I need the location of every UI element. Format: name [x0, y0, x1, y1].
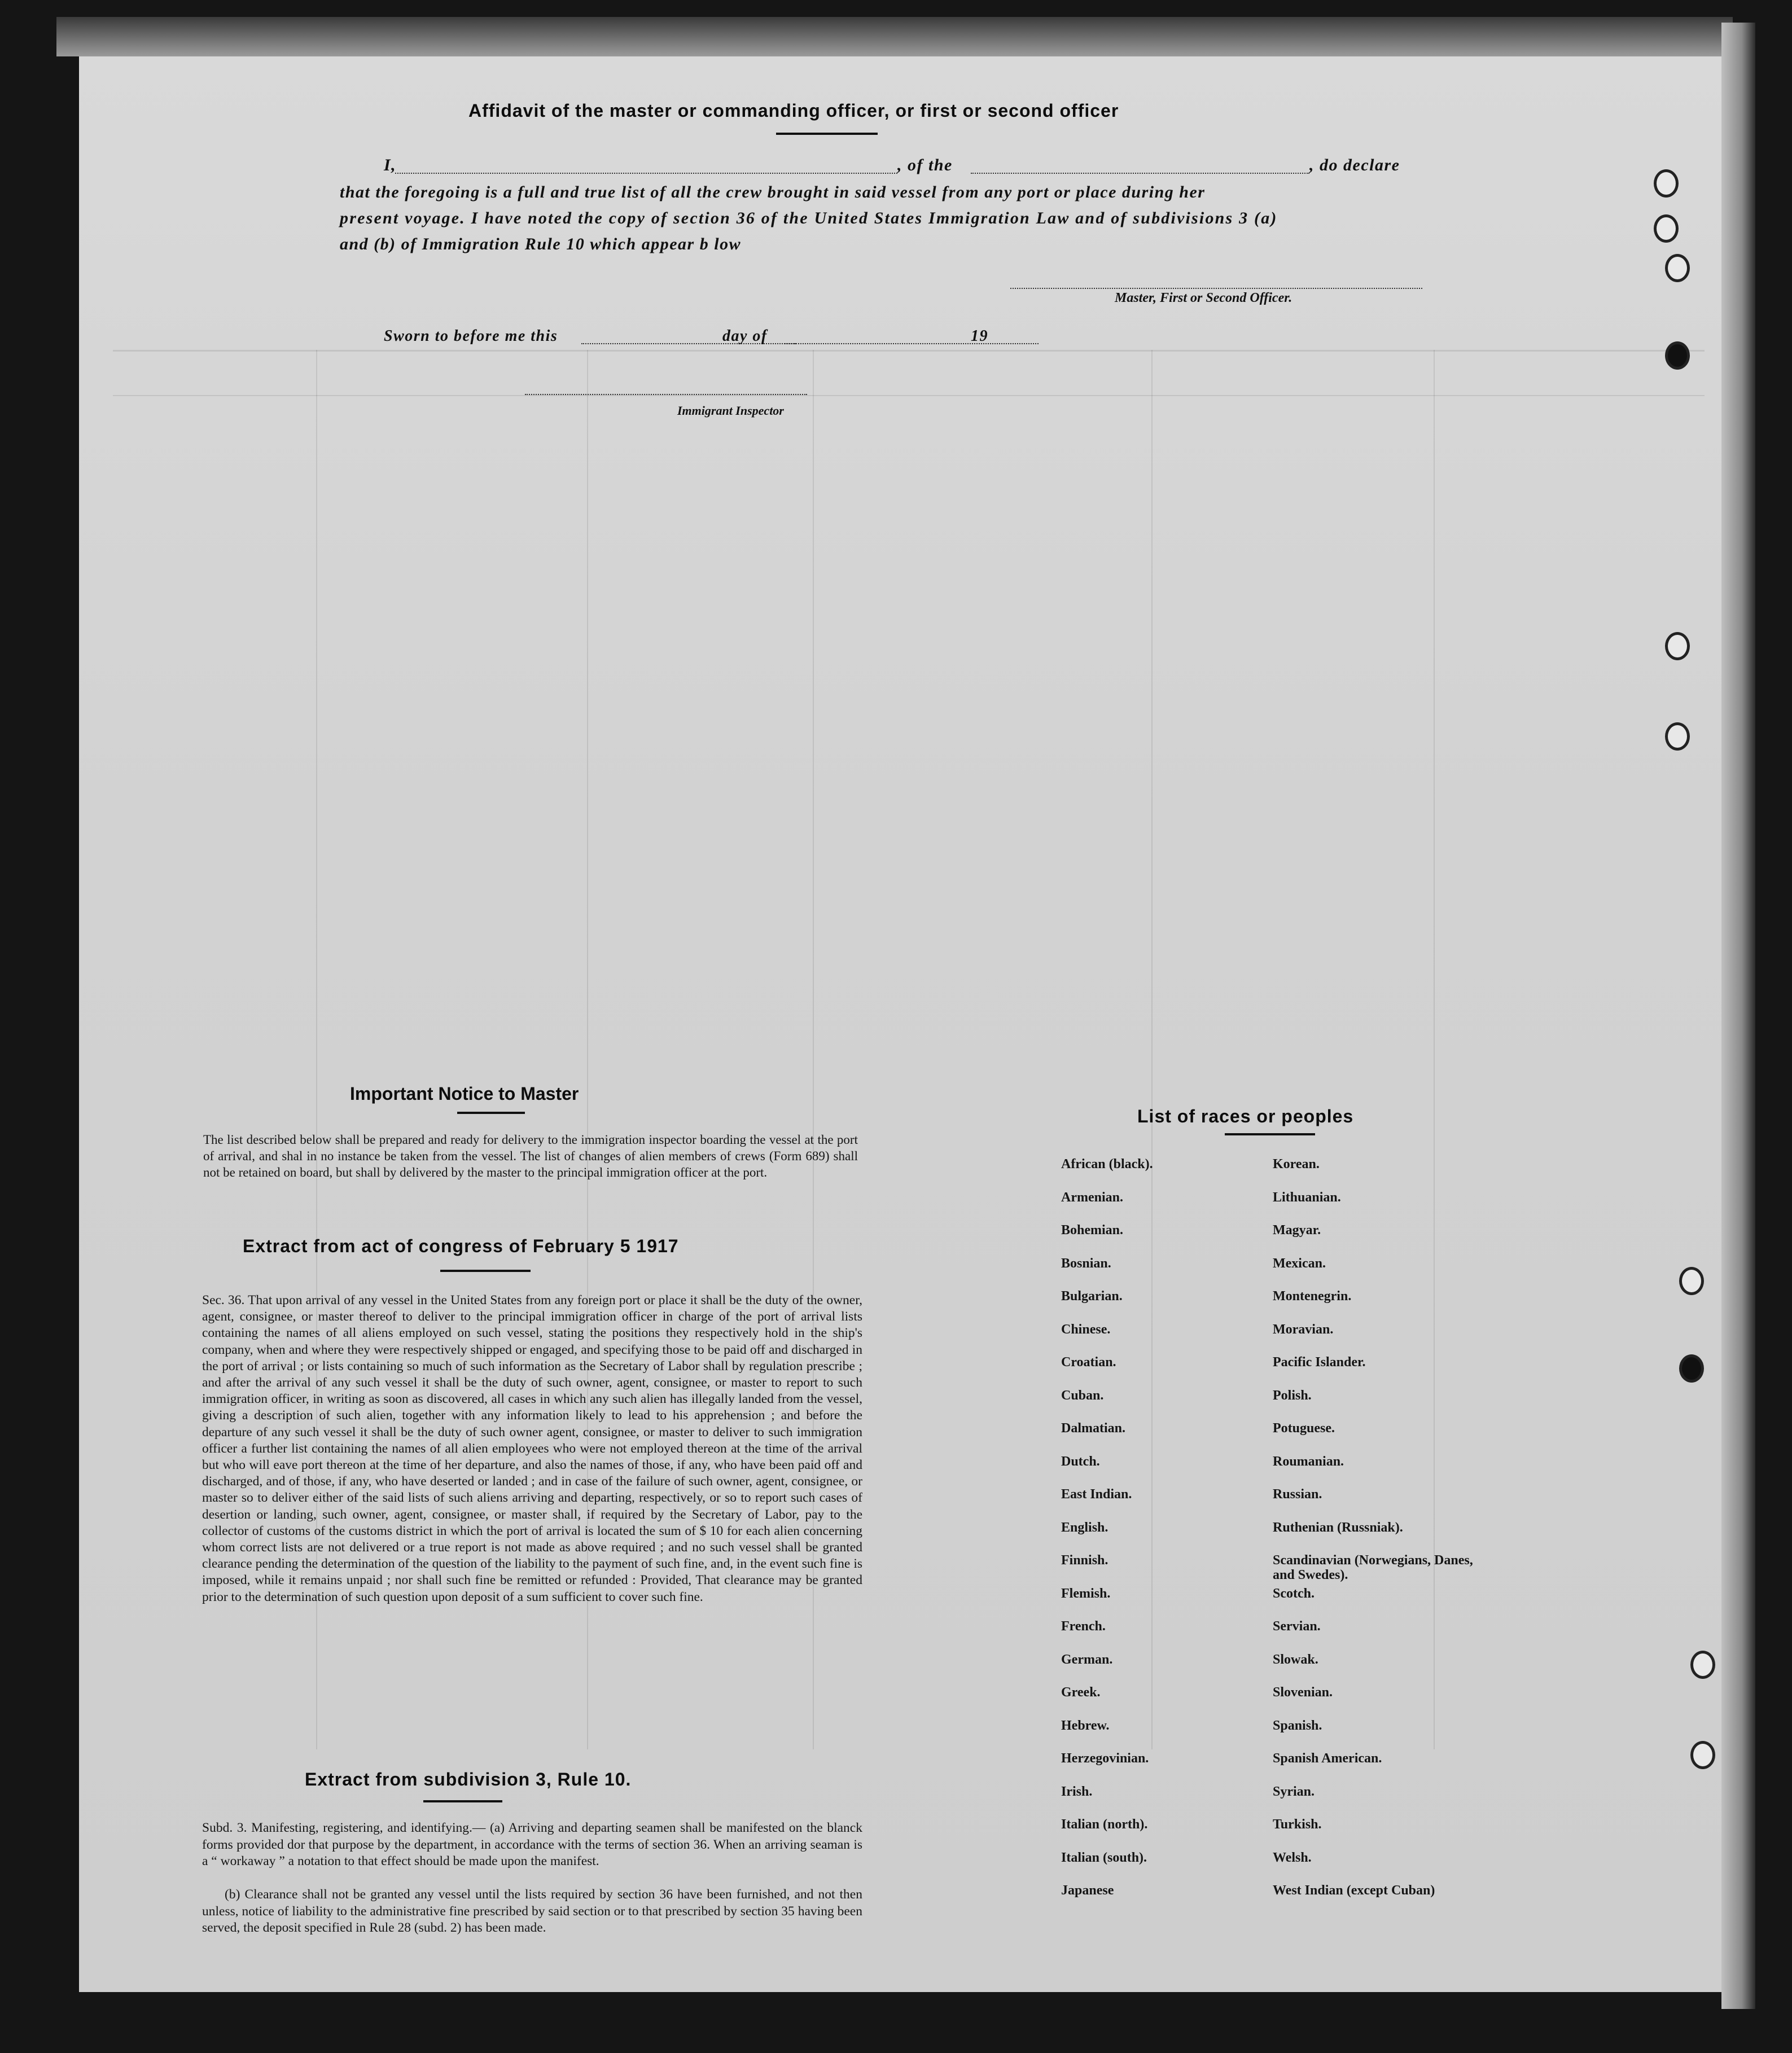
race-item: Scandinavian (Norwegians, Danes, and Swedes).	[1273, 1553, 1473, 1582]
rule-extract-rule	[423, 1800, 502, 1802]
binder-hole	[1665, 722, 1690, 751]
binder-hole	[1665, 341, 1690, 370]
affidavit-line-2: that the foregoing is a full and true list of all the crew brought in said vessel from any port or place during her	[340, 183, 1206, 201]
race-item: Scotch.	[1273, 1586, 1315, 1601]
binder-hole	[1654, 169, 1679, 198]
race-item: Spanish.	[1273, 1718, 1322, 1733]
act-extract-rule	[440, 1270, 531, 1272]
affiant-name-line[interactable]	[395, 173, 897, 174]
race-item: African (black).	[1061, 1157, 1153, 1172]
race-item: Armenian.	[1061, 1190, 1123, 1205]
race-item: Servian.	[1273, 1619, 1321, 1634]
sworn-day-of: day of	[722, 327, 768, 345]
race-item: Russian.	[1273, 1487, 1322, 1502]
race-item: Japanese	[1061, 1883, 1114, 1898]
affidavit-line-3: present voyage. I have noted the copy of section 36 of the United States Immigration Law and of subdivisions 3 (a)	[340, 209, 1278, 227]
race-item: German.	[1061, 1652, 1113, 1667]
race-item: Turkish.	[1273, 1817, 1322, 1832]
race-item: Greek.	[1061, 1685, 1101, 1700]
race-item: French.	[1061, 1619, 1106, 1634]
vessel-name-line[interactable]	[971, 173, 1309, 174]
document-page	[79, 56, 1721, 1992]
race-item: Hebrew.	[1061, 1718, 1110, 1733]
binder-hole	[1690, 1651, 1715, 1679]
bleed-through-rule	[113, 350, 1705, 352]
race-item: Cuban.	[1061, 1388, 1104, 1403]
race-item: Moravian.	[1273, 1322, 1334, 1337]
notice-body: The list described below shall be prepared and ready for delivery to the immigration inspector boarding the vessel at the port of arrival, and shal in no instance be taken from the vessel. The list of changes of alien members of crews (Form 689) shall not be retained on board, but shall by delivered by the master to the principal immigration officer at the port.	[203, 1133, 858, 1179]
race-item: Pacific Islander.	[1273, 1355, 1366, 1370]
race-item: Bosnian.	[1061, 1256, 1111, 1271]
race-item: Lithuanian.	[1273, 1190, 1341, 1205]
race-item: Slowak.	[1273, 1652, 1318, 1667]
binder-hole	[1665, 632, 1690, 660]
binder-hole	[1679, 1267, 1704, 1295]
rule-extract-body-b: (b) Clearance shall not be granted any vessel until the lists required by section 36 have been furnished, and not then unless, notice of liability to the administrative fine prescribed by said section or to that prescribed by section 35 having been served, the deposit specified in Rule 28 (subd. 2) has been made.	[202, 1887, 862, 1935]
race-item: Flemish.	[1061, 1586, 1111, 1601]
inspector-label: Immigrant Inspector	[677, 403, 784, 418]
race-item: Bulgarian.	[1061, 1289, 1123, 1304]
race-item: Polish.	[1273, 1388, 1312, 1403]
binder-hole	[1690, 1741, 1715, 1769]
rule-extract-body-a: Subd. 3. Manifesting, registering, and identifying.— (a) Arriving and departing seamen shall be manifested on the blanck forms provided dor that purpose by the department, in accordance with the terms of section 36. When an arriving seaman is a “ workaway ” a notation to that effect should be made upon the manifest.	[202, 1820, 862, 1868]
race-item: West Indian (except Cuban)	[1273, 1883, 1435, 1898]
binder-hole	[1654, 214, 1679, 243]
race-item: Mexican.	[1273, 1256, 1326, 1271]
race-item: Welsh.	[1273, 1850, 1312, 1865]
inspector-signature-line[interactable]	[525, 394, 807, 395]
races-column-2	[1273, 1157, 1476, 1916]
race-item: Dalmatian.	[1061, 1421, 1125, 1436]
race-item: Potuguese.	[1273, 1421, 1335, 1436]
race-item: East Indian.	[1061, 1487, 1132, 1502]
race-item: Bohemian.	[1061, 1223, 1124, 1238]
race-item: Roumanian.	[1273, 1454, 1344, 1469]
race-item: Finnish.	[1061, 1553, 1109, 1568]
sworn-year: 19	[971, 327, 988, 345]
race-item: Slovenian.	[1273, 1685, 1333, 1700]
race-item: Ruthenian (Russniak).	[1273, 1520, 1403, 1535]
race-item: Irish.	[1061, 1784, 1093, 1799]
act-extract-body: Sec. 36. That upon arrival of any vessel in the United States from any foreign port or place it shall be the duty of the owner, agent, consignee, or master thereof to deliver to the principal immigration officer in charge of the port of arrival lists containing the names of all aliens employed on such vessel, stating the positions they respectively hold in the ship's company, when and where they were respectively shipped or engaged, and specifying those to be paid off and discharged in the port of arrival ; or lists containing so much of such information as the Secretary of Labor shall by regulation prescribe ; and after the arrival of any such vessel it shall be the duty of such owner, agent, consignee, or master to report to such immigration officer, in writing as soon as discovered, all cases in which any such alien has illegally landed from the vessel, giving a description of such alien, together with any information likely to lead to his apprehension ; and before the departure of any such vessel it shall be the duty of such owner agent, consignee, or master to deliver to such immigration officer a further list containing the names of all alien employees who were not employed thereon at the time of the arrival but who will eave port thereon at the time of her departure, and also the names of those, if any, who have been paid off and discharged, and of those, if any, who have deserted or landed ; and in case of the failure of such owner, agent, consignee, or master so to deliver either of the said lists of such aliens arriving and departing, respectively, or so to report such cases of desertion or landing, such owner, agent, consignee, or master shall, if required by the Secretary of Labor, pay to the collector of customs of the customs district in which the port of arrival is located the sum of $ 10 for each alien concerning whom correct lists are not delivered or a true report is not made as above required ; and no such vessel shall be granted clearance pending the determination of the question of the liability to the payment of such fine, and, in the event such fine is imposed, while it remains unpaid ; nor shall such fine be remitted or refunded : Provided, That clearance may be granted prior to the determination of such question upon deposit of a sum sufficient to cover such fine.	[202, 1293, 862, 1604]
race-item: Korean.	[1273, 1157, 1320, 1172]
race-item: Magyar.	[1273, 1223, 1321, 1238]
races-title: List of races or peoples	[1137, 1106, 1354, 1126]
race-item: Spanish American.	[1273, 1751, 1382, 1766]
races-column-1	[1061, 1157, 1153, 1916]
notice-title-rule	[457, 1112, 525, 1114]
affidavit-line-4: and (b) of Immigration Rule 10 which appear b low	[340, 235, 742, 253]
race-item: Montenegrin.	[1273, 1289, 1352, 1304]
act-extract-title: Extract from act of congress of February 5 1917	[243, 1236, 679, 1256]
races-title-rule	[1225, 1133, 1315, 1135]
notice-title: Important Notice to Master	[350, 1083, 579, 1104]
signature-label: Master, First or Second Officer.	[1115, 291, 1292, 305]
binder-hole	[1679, 1354, 1704, 1383]
affidavit-i: I,	[384, 156, 397, 174]
page-right-edge	[1721, 23, 1755, 2009]
race-item: Italian (south).	[1061, 1850, 1147, 1865]
sworn-month-line[interactable]	[785, 343, 1039, 344]
binder-hole	[1665, 254, 1690, 282]
race-item: Italian (north).	[1061, 1817, 1148, 1832]
affidavit-title-rule	[776, 133, 878, 135]
page-top-edge	[56, 17, 1733, 56]
officer-signature-line[interactable]	[1010, 288, 1422, 289]
race-item: Herzegovinian.	[1061, 1751, 1149, 1766]
rule-extract-title: Extract from subdivision 3, Rule 10.	[305, 1769, 632, 1789]
affidavit-title: Affidavit of the master or commanding officer, or first or second officer	[468, 100, 1119, 121]
affidavit-of-the: , of the	[897, 156, 953, 174]
race-item: Dutch.	[1061, 1454, 1100, 1469]
race-item: English.	[1061, 1520, 1109, 1535]
bleed-through-rule	[113, 395, 1705, 396]
affidavit-do-declare: , do declare	[1309, 156, 1400, 174]
race-item: Chinese.	[1061, 1322, 1111, 1337]
race-item: Syrian.	[1273, 1784, 1315, 1799]
sworn-prefix: Sworn to before me this	[384, 327, 558, 345]
race-item: Croatian.	[1061, 1355, 1116, 1370]
